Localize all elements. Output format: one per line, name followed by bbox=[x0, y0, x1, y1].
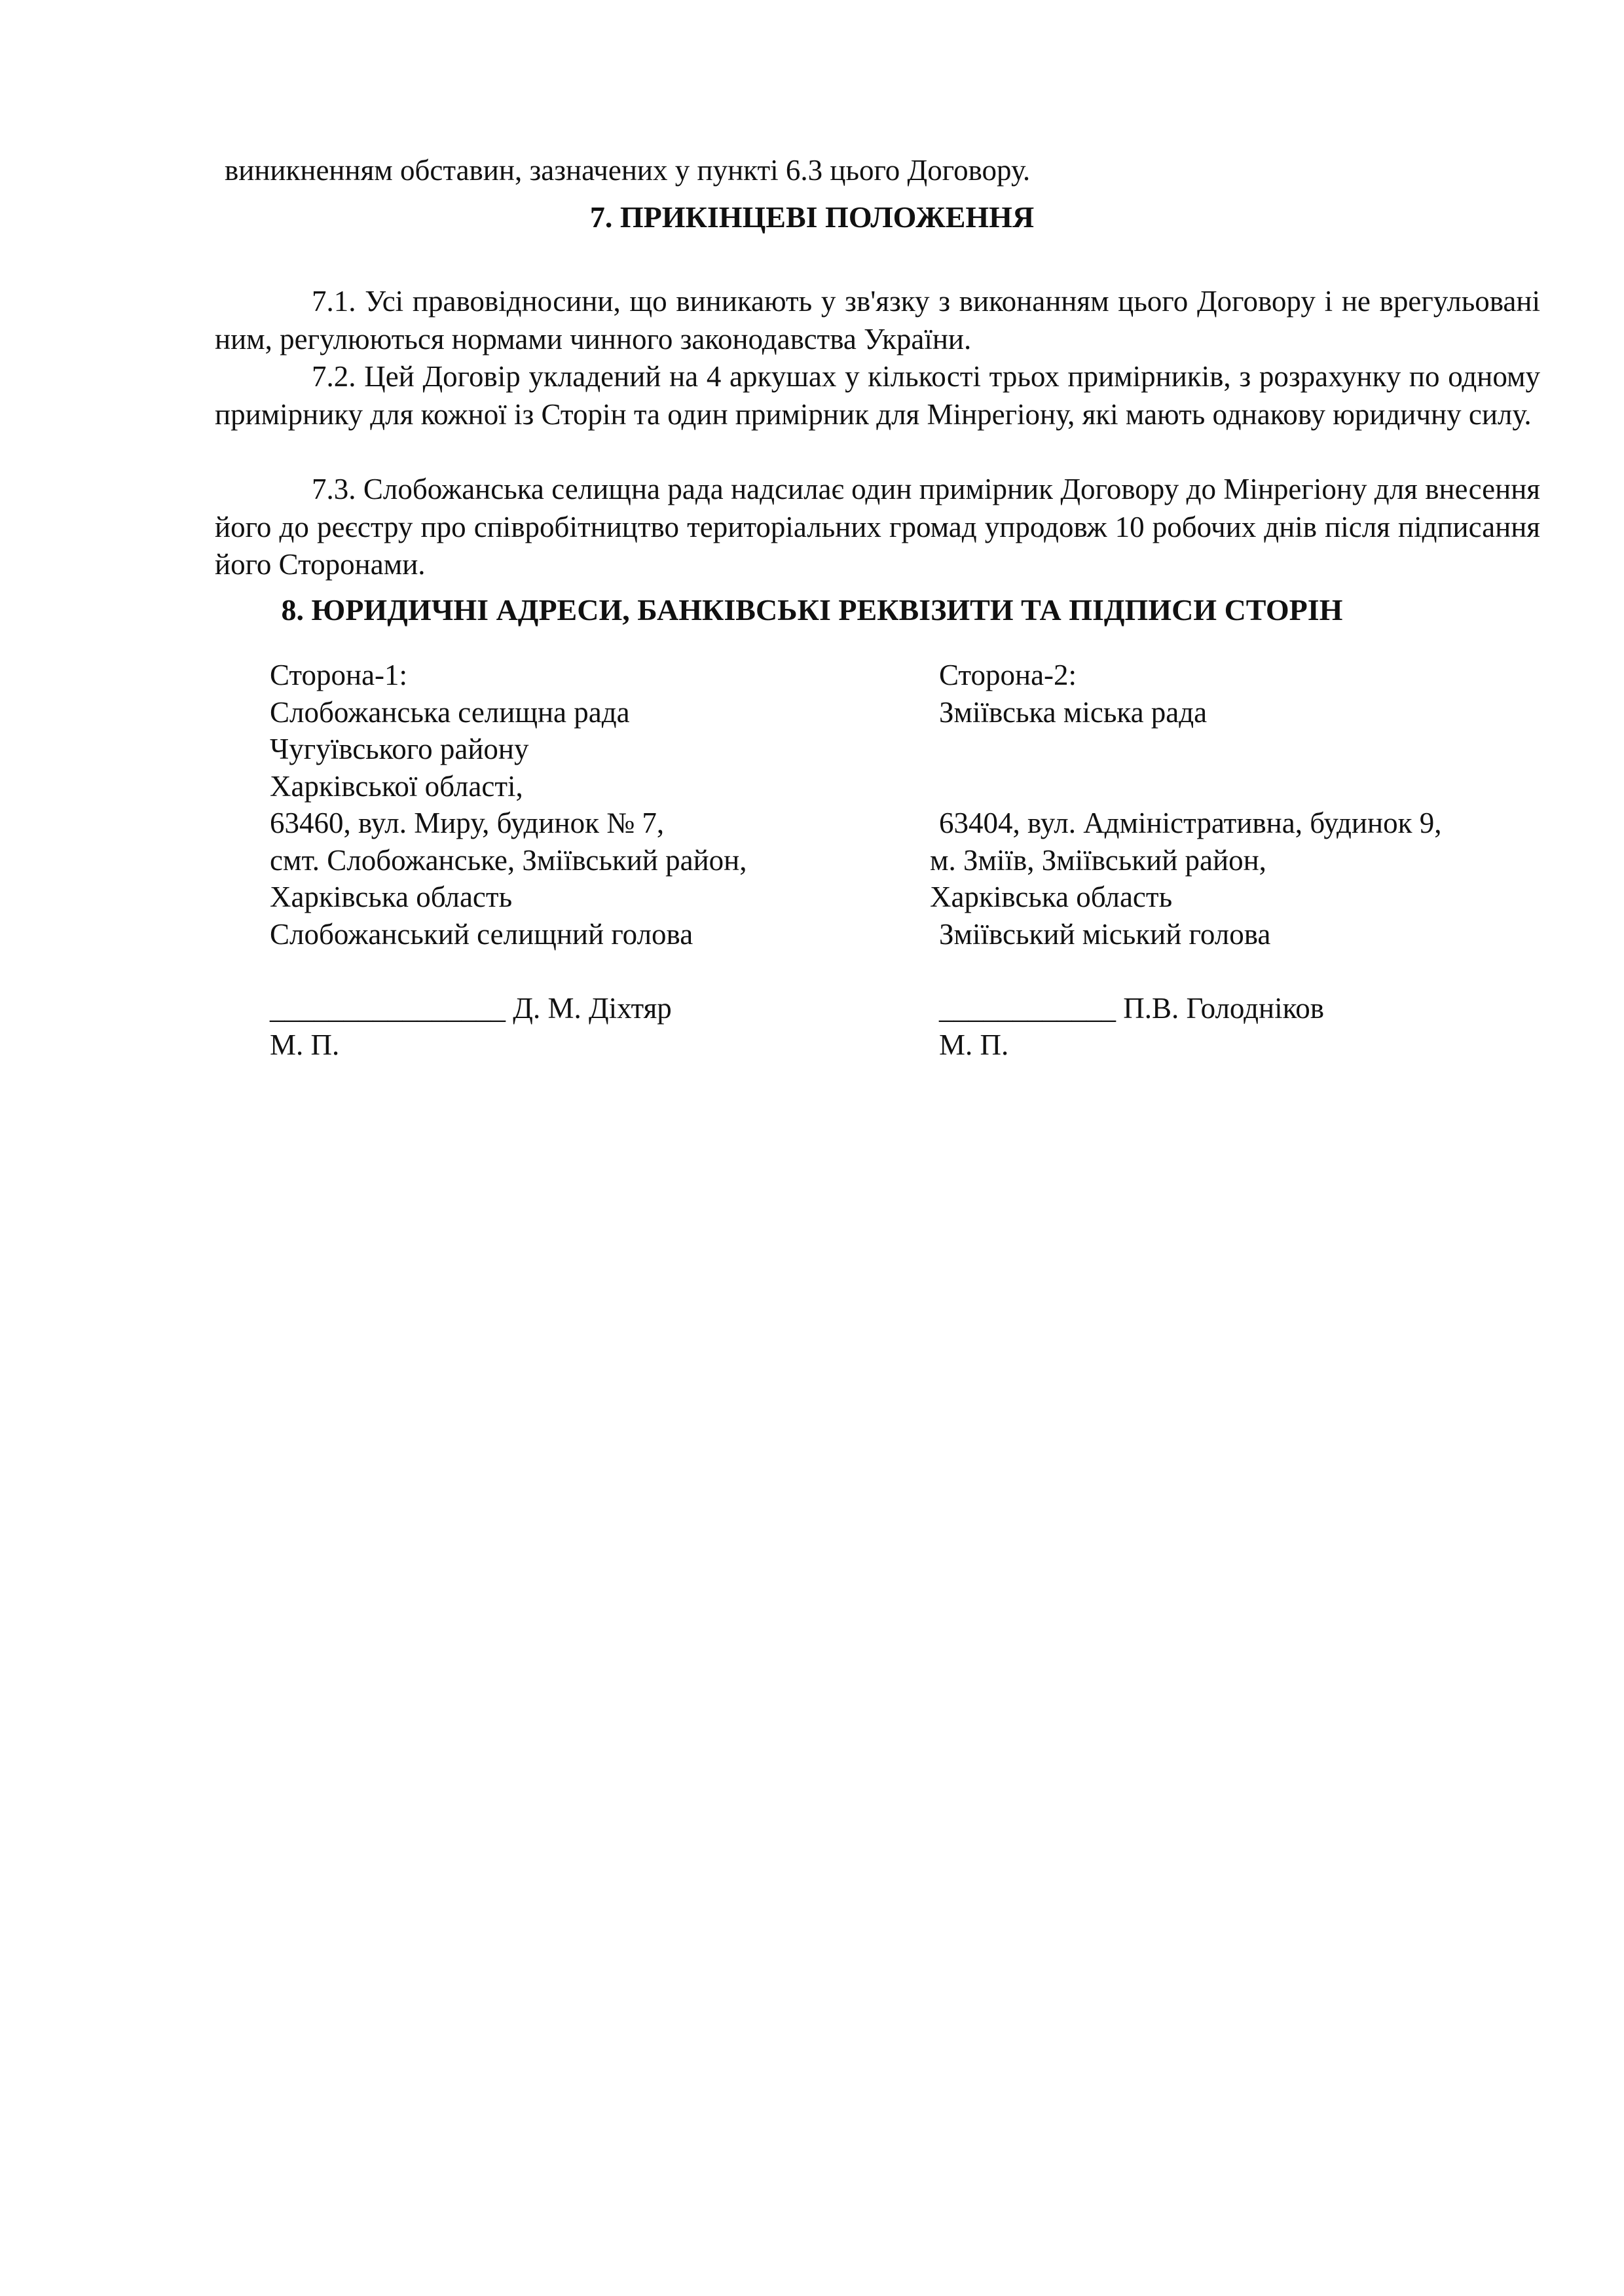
party-2-block bbox=[930, 657, 1442, 1064]
party-2-stamp-mark: М. П. bbox=[939, 1029, 1009, 1061]
party-1-block bbox=[270, 657, 747, 1064]
party-1-name-line-2: Чугуївського району bbox=[270, 733, 529, 765]
carry-over-line: виникненням обставин, зазначених у пункті 6.3 цього Договору. bbox=[225, 154, 1031, 187]
party-1-address-line-2: смт. Слобожанське, Зміївський район, bbox=[270, 843, 747, 877]
party-2-spacer-1 bbox=[939, 731, 1441, 768]
paragraph-7-3: 7.3. Слобожанська селищна рада надсилає один примірник Договору до Мінрегіону для внесення його до реєстру про співробітництво територіальних громад упродовж 10 робочих днів після підписання його Сторонами. bbox=[215, 473, 1540, 581]
party-2-label: Сторона-2: bbox=[939, 659, 1077, 691]
party-1-name-line-1: Слобожанська селищна рада bbox=[270, 695, 630, 729]
paragraph-7-1: 7.1. Усі правовідносини, що виникають у зв'язку з виконанням цього Договору і не врегульовані ним, регулюються нормами чинного законодавства України. bbox=[215, 285, 1540, 355]
section-8-title: 8. ЮРИДИЧНІ АДРЕСИ, БАНКІВСЬКІ РЕКВІЗИТИ ТА ПІДПИСИ СТОРІН bbox=[281, 593, 1343, 627]
section-7-title: 7. ПРИКІНЦЕВІ ПОЛОЖЕННЯ bbox=[589, 200, 1035, 234]
party-2-position: Зміївський міський голова bbox=[939, 917, 1271, 951]
party-1-label: Сторона-1: bbox=[270, 659, 408, 691]
party-1-stamp-mark: М. П. bbox=[270, 1029, 340, 1061]
party-1-address-line-3: Харківська область bbox=[270, 881, 513, 913]
party-1-address-line-1: 63460, вул. Миру, будинок № 7, bbox=[270, 807, 665, 839]
party-1-name-line-3: Харківської області, bbox=[270, 769, 523, 803]
party-2-address-line-1: 63404, вул. Адміністративна, будинок 9, bbox=[939, 807, 1442, 839]
paragraph-7-2: 7.2. Цей Договір укладений на 4 аркушах у кількості трьох примірників, з розрахунку по одному примірнику для кожної із Сторін та один примірник для Мінрегіону, які мають однакову юридичну силу. bbox=[215, 360, 1540, 431]
party-2-address-line-2: м. Зміїв, Зміївський район, bbox=[930, 843, 1266, 877]
party-2-signature-line: ____________ П.В. Голодніков bbox=[939, 991, 1324, 1025]
party-2-spacer-3 bbox=[939, 953, 1441, 990]
party-1-position: Слобожанський селищний голова bbox=[270, 917, 693, 951]
party-2-address-line-3: Харківська область bbox=[930, 881, 1173, 913]
party-2-spacer-2 bbox=[939, 768, 1441, 805]
party-2-name-line-1: Зміївська міська рада bbox=[939, 695, 1208, 729]
party-1-spacer bbox=[270, 953, 747, 990]
party-1-signature-line: ________________ Д. М. Діхтяр bbox=[270, 991, 672, 1025]
